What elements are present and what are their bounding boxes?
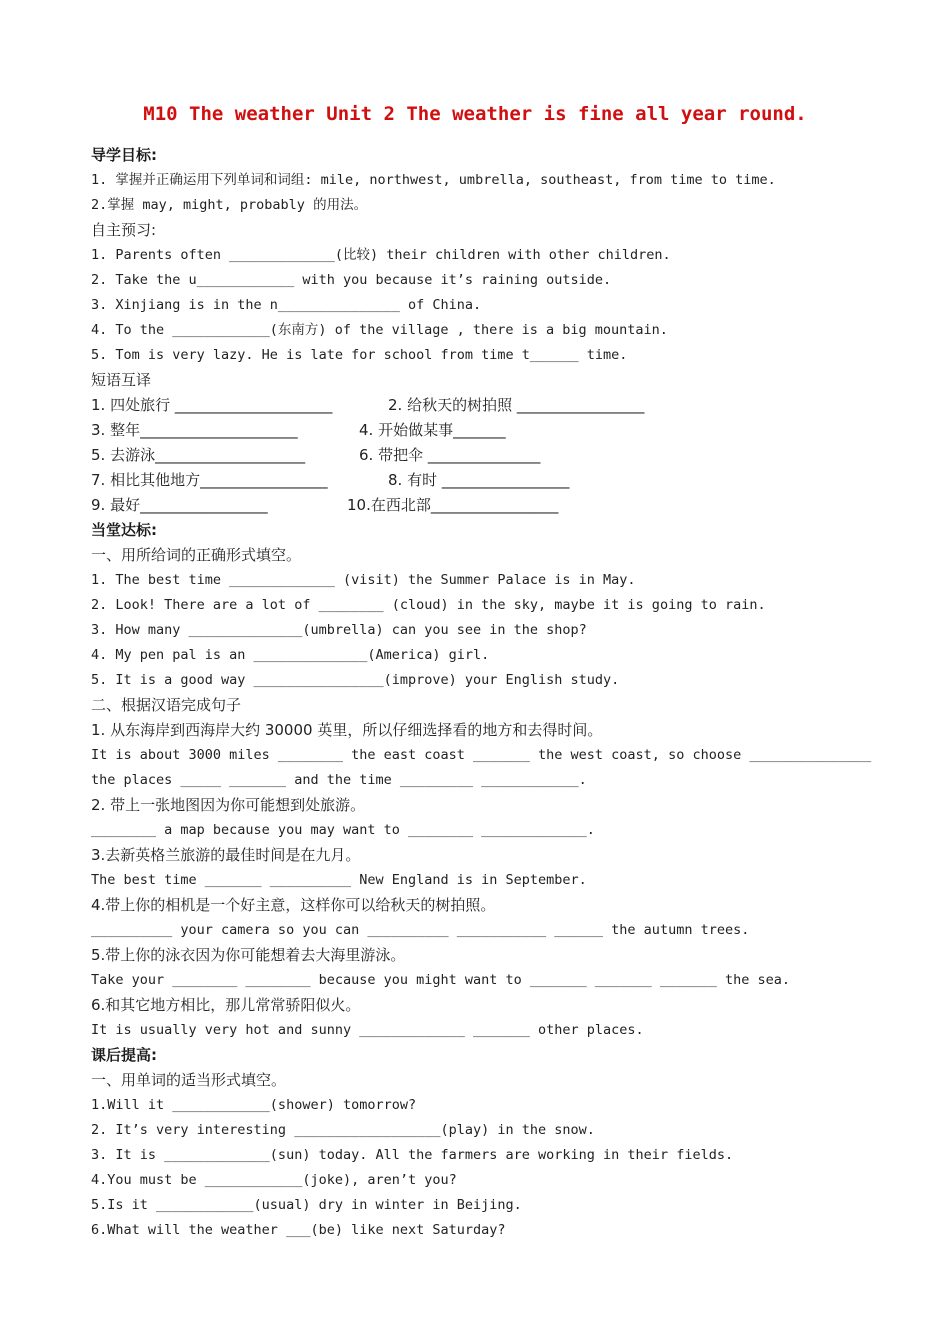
after-item: 1.Will it ____________(shower) tomorrow? <box>91 1097 417 1113</box>
phrase-right: 4. 开始做某事_______ <box>359 421 506 439</box>
fill-item: 1. The best time _____________ (visit) the Summer Palace is in May. <box>91 572 636 588</box>
translate-answer: It is about 3000 miles ________ the east coast _______ the west coast, so choose _______________ <box>91 747 872 763</box>
phrase-right: 2. 给秋天的树拍照 _________________ <box>388 396 645 414</box>
preview-item: 1. Parents often _____________(比较) their children with other children. <box>91 247 671 263</box>
worksheet-body <box>91 143 891 1243</box>
preview-heading: 自主预习: <box>91 221 157 239</box>
translate-prompt: 6.和其它地方相比，那儿常常骄阳似火。 <box>91 996 361 1014</box>
fill-item: 5. It is a good way ________________(improve) your English study. <box>91 672 620 688</box>
translate-answer: Take your ________ ________ because you might want to _______ _______ _______ the sea. <box>91 972 790 988</box>
page-title: M10 The weather Unit 2 The weather is fine all year round. <box>143 103 807 125</box>
translate-prompt: 2. 带上一张地图因为你可能想到处旅游。 <box>91 796 366 814</box>
phrase-left: 5. 去游泳____________________ <box>91 446 306 464</box>
fill-item: 3. How many ______________(umbrella) can you see in the shop? <box>91 622 587 638</box>
after-heading: 课后提高: <box>91 1046 157 1064</box>
translate-prompt: 1. 从东海岸到西海岸大约 30000 英里，所以仔细选择看的地方和去得时间。 <box>91 721 603 739</box>
after-item: 4.You must be ____________(joke), aren’t you? <box>91 1172 457 1188</box>
after-item: 6.What will the weather ___(be) like next Saturday? <box>91 1222 506 1238</box>
goals-heading: 导学目标: <box>91 146 157 164</box>
translate-prompt: 4.带上你的相机是一个好主意，这样你可以给秋天的树拍照。 <box>91 896 496 914</box>
goal-item: 1. 掌握并正确运用下列单词和词组: mile, northwest, umbrella, southeast, from time to time. <box>91 172 776 188</box>
after-part1-heading: 一、用单词的适当形式填空。 <box>91 1071 287 1089</box>
after-item: 5.Is it ____________(usual) dry in winter in Beijing. <box>91 1197 522 1213</box>
class-heading: 当堂达标: <box>91 521 157 539</box>
phrase-row <box>91 493 891 518</box>
translate-answer: the places _____ _______ and the time _________ ____________. <box>91 772 587 788</box>
preview-item: 4. To the ____________(东南方) of the village , there is a big mountain. <box>91 322 668 338</box>
class-part1-heading: 一、用所给词的正确形式填空。 <box>91 546 302 564</box>
translate-answer: It is usually very hot and sunny _____________ _______ other places. <box>91 1022 644 1038</box>
phrase-right: 8. 有时 _________________ <box>388 471 570 489</box>
translate-answer: __________ your camera so you can __________ ___________ ______ the autumn trees. <box>91 922 750 938</box>
preview-item: 5. Tom is very lazy. He is late for school from time t______ time. <box>91 347 628 363</box>
phrases-heading: 短语互译 <box>91 371 152 389</box>
after-item: 2. It’s very interesting __________________(play) in the snow. <box>91 1122 595 1138</box>
after-item: 3. It is _____________(sun) today. All the farmers are working in their fields. <box>91 1147 734 1163</box>
translate-prompt: 3.去新英格兰旅游的最佳时间是在九月。 <box>91 846 361 864</box>
phrase-left: 1. 四处旅行 _____________________ <box>91 396 333 414</box>
preview-item: 2. Take the u____________ with you because it’s raining outside. <box>91 272 612 288</box>
fill-item: 2. Look! There are a lot of ________ (cloud) in the sky, maybe it is going to rain. <box>91 597 766 613</box>
preview-item: 3. Xinjiang is in the n_______________ of China. <box>91 297 482 313</box>
phrase-right: 6. 带把伞 _______________ <box>359 446 541 464</box>
phrase-row <box>91 418 891 443</box>
class-part2-heading: 二、根据汉语完成句子 <box>91 696 242 714</box>
translate-answer: ________ a map because you may want to ________ _____________. <box>91 822 595 838</box>
phrase-row <box>91 393 891 418</box>
phrase-row <box>91 468 891 493</box>
phrase-right: 10.在西北部_________________ <box>347 496 559 514</box>
goal-item: 2.掌握 may, might, probably 的用法。 <box>91 197 368 213</box>
translate-answer: The best time _______ __________ New England is in September. <box>91 872 587 888</box>
phrase-row <box>91 443 891 468</box>
fill-item: 4. My pen pal is an ______________(America) girl. <box>91 647 490 663</box>
phrase-left: 7. 相比其他地方_________________ <box>91 471 328 489</box>
phrase-left: 3. 整年_____________________ <box>91 421 298 439</box>
translate-prompt: 5.带上你的泳衣因为你可能想着去大海里游泳。 <box>91 946 406 964</box>
phrase-left: 9. 最好_________________ <box>91 496 268 514</box>
